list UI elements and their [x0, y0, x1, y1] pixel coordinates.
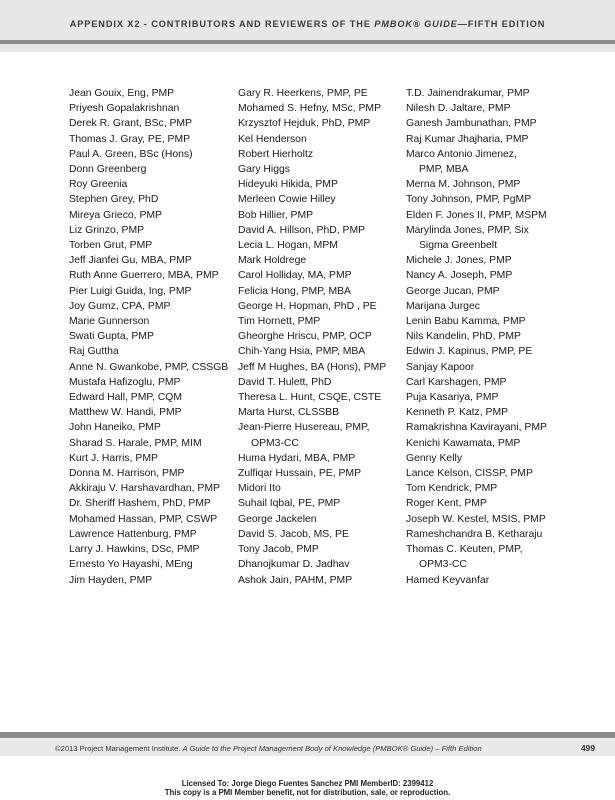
- contributor-name: Marta Hurst, CLSSBB: [238, 407, 340, 419]
- contributor-name: Kurt J. Harris, PMP: [69, 452, 158, 464]
- contributor-name: Nils Kandelin, PhD, PMP: [406, 331, 521, 343]
- contributor-name: Chih-Yang Hsia, PMP, MBA: [238, 346, 366, 358]
- contributor-name: Sanjay Kapoor: [406, 361, 475, 373]
- contributor-name: Joy Gumz, CPA, PMP: [69, 300, 171, 312]
- contributor-name: Midori Ito: [238, 483, 281, 495]
- contributor-name: Anne N. Gwankobe, PMP, CSSGB: [69, 361, 229, 373]
- contributor-name: Bob Hillier, PMP: [238, 209, 314, 221]
- contributor-name: Nilesh D. Jaltare, PMP: [406, 103, 511, 115]
- license-line-1: Licensed To: Jorge Diego Fuentes Sanchez PMI MemberID: 2399412: [181, 779, 434, 788]
- contributor-name: Roy Greenia: [69, 179, 128, 191]
- page-number: 499: [581, 743, 595, 753]
- contributor-name: Liz Grinzo, PMP: [69, 224, 145, 236]
- contributor-name: Lawrence Hattenburg, PMP: [69, 528, 197, 540]
- contributor-name: Michele J. Jones, PMP: [406, 255, 512, 267]
- header-title-suffix: —FIFTH EDITION: [457, 19, 546, 29]
- contributor-name: Zulfiqar Hussain, PE, PMP: [238, 468, 361, 480]
- contributor-name: PMP, MBA: [419, 164, 469, 176]
- contributor-name: Jean Gouix, Eng, PMP: [69, 88, 175, 99]
- contributor-name: Priyesh Gopalakrishnan: [69, 103, 180, 115]
- license-notice: [0, 779, 615, 797]
- contributor-name: Mireya Grieco, PMP: [69, 209, 162, 221]
- contributor-name: Thomas C. Keuten, PMP,: [406, 544, 523, 556]
- contributor-name: Raj Kumar Jhajharia, PMP: [406, 133, 529, 145]
- header-title-italic: PMBOK® GUIDE: [374, 19, 458, 29]
- contributor-name: Lenin Babu Kamma, PMP: [406, 316, 526, 328]
- contributor-name: Dr. Sheriff Hashem, PhD, PMP: [69, 498, 211, 510]
- contributor-name: Swati Gupta, PMP: [69, 331, 154, 343]
- contributor-name: Jeff Jianfei Gu, MBA, PMP: [69, 255, 192, 267]
- contributor-name: Carol Holliday, MA, PMP: [238, 270, 352, 282]
- contributor-name: Donn Greenberg: [69, 164, 147, 176]
- contributor-name: Derek R. Grant, BSc, PMP: [69, 118, 192, 130]
- contributor-name: Krzysztof Hejduk, PhD, PMP: [238, 118, 371, 130]
- page-header: [0, 0, 615, 52]
- contributor-name: Theresa L. Hunt, CSQE, CSTE: [238, 392, 382, 404]
- contributor-name: Donna M. Harrison, PMP: [69, 468, 185, 480]
- contributor-name: George Jackelen: [238, 513, 317, 525]
- contributors-column-1: [69, 86, 249, 588]
- contributor-name: Mohamed Hassan, PMP, CSWP: [69, 513, 218, 525]
- contributor-name: Edward Hall, PMP, CQM: [69, 392, 182, 404]
- contributor-name: Merna M. Johnson, PMP: [406, 179, 521, 191]
- contributor-name: T.D. Jainendrakumar, PMP: [406, 88, 530, 99]
- contributor-name: Matthew W. Handi, PMP: [69, 407, 182, 419]
- contributor-name: Kenneth P. Katz, PMP: [406, 407, 509, 419]
- contributor-name: Ashok Jain, PAHM, PMP: [238, 574, 353, 586]
- contributor-name: Marco Antonio Jimenez,: [406, 148, 517, 160]
- contributor-name: Nancy A. Joseph, PMP: [406, 270, 513, 282]
- contributor-name: Roger Kent, PMP: [406, 498, 487, 510]
- contributor-name: Thomas J. Gray, PE, PMP: [69, 133, 191, 145]
- contributor-name: Marylinda Jones, PMP, Six: [406, 224, 529, 236]
- footer-guide-title: A Guide to the Project Management Body of Knowledge (PMBOK® Guide) – Fifth Edition: [182, 744, 482, 753]
- contributors-column-2: [238, 86, 418, 588]
- contributor-name: Marijana Jurgec: [406, 300, 480, 312]
- contributor-name: George Jucan, PMP: [406, 285, 500, 297]
- contributor-name: George H. Hopman, PhD , PE: [238, 300, 377, 312]
- footer-copyright: ©2013 Project Management Institute.: [55, 744, 183, 753]
- contributor-name: Ganesh Jambunathan, PMP: [406, 118, 537, 130]
- contributor-name: Raj Guttha: [69, 346, 119, 358]
- header-title-prefix: APPENDIX X2 - CONTRIBUTORS AND REVIEWERS OF THE: [69, 19, 375, 29]
- contributor-name: Gary Higgs: [238, 164, 290, 176]
- contributor-name: Tom Kendrick, PMP: [406, 483, 498, 495]
- contributor-name: Torben Grut, PMP: [69, 240, 153, 252]
- contributor-name: Mark Holdrege: [238, 255, 307, 267]
- contributor-name: Ruth Anne Guerrero, MBA, PMP: [69, 270, 219, 282]
- contributor-name: Pier Luigi Guida, Ing, PMP: [69, 285, 192, 297]
- header-rule: [0, 40, 615, 44]
- contributors-column-3: [406, 86, 586, 588]
- contributor-name: Paul A. Green, BSc (Hons): [69, 148, 193, 160]
- contributor-name: Jeff M Hughes, BA (Hons), PMP: [238, 361, 387, 373]
- contributor-name: Joseph W. Kestel, MSIS, PMP: [406, 513, 546, 525]
- contributor-name: Sharad S. Harale, PMP, MIM: [69, 437, 202, 449]
- contributor-name: Hamed Keyvanfar: [406, 574, 490, 586]
- contributor-name: John Haneiko, PMP: [69, 422, 161, 434]
- contributor-name: Jean-Pierre Husereau, PMP,: [238, 422, 370, 434]
- contributor-name: Felicia Hong, PMP, MBA: [238, 285, 351, 297]
- contributor-name: Hideyuki Hikida, PMP: [238, 179, 338, 191]
- contributor-name: Gary R. Heerkens, PMP, PE: [238, 88, 368, 99]
- contributor-name: Gheorghe Hriscu, PMP, OCP: [238, 331, 372, 343]
- contributor-name: Mustafa Hafizoglu, PMP: [69, 376, 181, 388]
- contributor-name: Akkiraju V. Harshavardhan, PMP: [69, 483, 220, 495]
- contributor-name: Merleen Cowie Hilley: [238, 194, 336, 206]
- contributor-name: Marie Gunnerson: [69, 316, 150, 328]
- contributor-name: David T. Hulett, PhD: [238, 376, 332, 388]
- contributor-name: Elden F. Jones II, PMP, MSPM: [406, 209, 547, 221]
- contributor-name: Robert Hierholtz: [238, 148, 314, 160]
- contributor-name: Jim Hayden, PMP: [69, 574, 153, 586]
- contributor-name: Kel Henderson: [238, 133, 307, 145]
- contributor-name: Rameshchandra B. Ketharaju: [406, 528, 543, 540]
- contributor-name: Stephen Grey, PhD: [69, 194, 159, 206]
- contributor-name: Dhanojkumar D. Jadhav: [238, 559, 350, 571]
- contributor-name: Tony Johnson, PMP, PgMP: [406, 194, 532, 206]
- contributor-name: Lance Kelson, CISSP, PMP: [406, 468, 533, 480]
- contributor-name: Kenichi Kawamata, PMP: [406, 437, 521, 449]
- contributor-name: Genny Kelly: [406, 452, 463, 464]
- contributor-name: Sigma Greenbelt: [419, 240, 497, 252]
- footer-citation: [55, 744, 482, 753]
- header-title: [0, 19, 615, 29]
- contributor-name: Edwin J. Kapinus, PMP, PE: [406, 346, 533, 358]
- contributor-name: Larry J. Hawkins, DSc, PMP: [69, 544, 200, 556]
- contributor-name: Ernesto Yo Hayashi, MEng: [69, 559, 193, 571]
- contributor-name: OPM3-CC: [419, 559, 467, 571]
- contributor-name: David A. Hillson, PhD, PMP: [238, 224, 366, 236]
- contributor-name: Tony Jacob, PMP: [238, 544, 319, 556]
- contributor-name: Lecia L. Hogan, MPM: [238, 240, 338, 252]
- contributor-name: Mohamed S. Hefny, MSc, PMP: [238, 103, 382, 115]
- contributor-name: Carl Karshagen, PMP: [406, 376, 507, 388]
- contributor-name: Suhail Iqbal, PE, PMP: [238, 498, 341, 510]
- license-line-2: This copy is a PMI Member benefit, not for distribution, sale, or reproduction.: [164, 788, 451, 797]
- contributor-name: Ramakrishna Kavirayani, PMP: [406, 422, 547, 434]
- contributor-name: Puja Kasariya, PMP: [406, 392, 499, 404]
- contributor-name: Tim Hornett, PMP: [238, 316, 321, 328]
- contributor-name: OPM3-CC: [251, 437, 299, 449]
- contributor-name: David S. Jacob, MS, PE: [238, 528, 349, 540]
- contributor-name: Huma Hydari, MBA, PMP: [238, 452, 356, 464]
